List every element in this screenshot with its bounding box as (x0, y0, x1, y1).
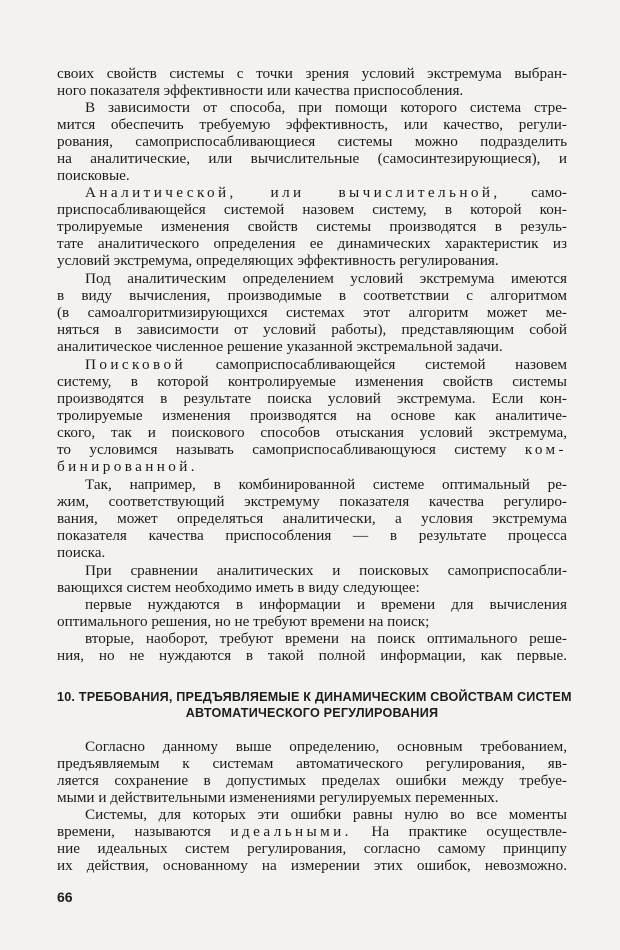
spaced-term: бинированной. (57, 458, 198, 475)
text-line: ского, так и поискового способов отыскания условий экстремума, (57, 424, 567, 441)
text-line: поисковые. (57, 167, 130, 184)
text-line: их действия, основанному на измерении этих ошибок, невозможно. (57, 857, 567, 874)
text-line: производятся в результате поиска условий экстремума. Если кон- (57, 390, 567, 407)
text-line: аналитическое численное решение указанной экстремальной задачи. (57, 338, 503, 355)
text-fragment: времени, называются (57, 823, 211, 840)
text-line: мыми и действительными изменениями регулируемых переменных. (57, 789, 499, 806)
text-line: Системы, для которых эти ошибки равны нулю во все моменты (85, 806, 567, 823)
text-line: вающихся систем необходимо иметь в виду следующее: (57, 579, 420, 596)
text-line: Так, например, в комбинированной системе оптимальный ре- (85, 476, 567, 493)
text-line: ния, но не нуждаются в такой полной информации, как первые. (57, 647, 567, 664)
section-heading: АВТОМАТИЧЕСКОГО РЕГУЛИРОВАНИЯ (185, 706, 439, 720)
text-line: Согласно данному выше определению, основным требованием, (85, 738, 567, 755)
text-fragment: На практике осуществле- (371, 823, 567, 840)
text-fragment: то условимся называть самоприспосабливающуюся систему (57, 441, 507, 458)
text-line: условий экстремума, определяющих эффективность регулирования. (57, 252, 499, 269)
text-line: приспосабливающейся системой назовем систему, в которой кон- (57, 201, 567, 218)
text-line: жим, соответствующий экстремуму показателя качества регулиро- (57, 493, 567, 510)
text-line: Под аналитическим определением условий экстремума имеются (85, 270, 567, 287)
text-line: показателя качества приспособления — в результате процесса (57, 527, 567, 544)
text-line (57, 442, 567, 458)
text-line: няться в зависимости от условий работы), представляющим собой (57, 321, 567, 338)
text-line: рования, самоприспосабливающиеся системы можно подразделить (57, 133, 567, 150)
spaced-term: идеальными. (230, 823, 352, 840)
text-line: тролируемые изменения свойств системы производятся в резуль- (57, 218, 567, 235)
spaced-term: ком- (524, 441, 567, 458)
text-line: вторые, наоборот, требуют времени на поиск оптимального реше- (85, 630, 567, 647)
text-line (85, 185, 567, 201)
text-line: ляется сохранение в допустимых пределах ошибки между требуе- (57, 772, 567, 789)
text-fragment: само- (531, 184, 567, 201)
text-line: вания, может определяться аналитически, а условия экстремума (57, 510, 567, 527)
spaced-term: Поисковой (85, 356, 187, 373)
text-line: оптимального решения, но не требуют времени на поиск; (57, 613, 430, 630)
text-fragment: самоприспосабливающейся системой назовем (215, 356, 567, 373)
text-line: первые нуждаются в информации и времени для вычисления (85, 596, 567, 613)
text-line: своих свойств системы с точки зрения условий экстремума выбран- (57, 65, 567, 82)
text-line: При сравнении аналитических и поисковых самоприспосабли- (85, 562, 567, 579)
text-line: В зависимости от способа, при помощи которого система стре- (85, 99, 567, 116)
text-line (57, 459, 567, 475)
text-line: поиска. (57, 544, 106, 561)
text-line: предъявляемым к системам автоматического регулирования, яв- (57, 755, 567, 772)
spaced-term: Аналитической, или вычислительной, (85, 184, 501, 201)
text-line: систему, в которой контролируемые изменения свойств системы (57, 373, 567, 390)
text-line: в виду вычисления, производимые в соответствии с алгоритмом (57, 287, 567, 304)
page-number: 66 (57, 889, 73, 905)
text-line: мится обеспечить требуемую эффективность, или качество, регули- (57, 116, 567, 133)
text-line: (в самоалгоритмизирующихся системах этот алгоритм может ме- (57, 304, 567, 321)
text-line: на аналитические, или вычислительные (самосинтезирующиеся), и (57, 150, 567, 167)
text-line: ного показателя эффективности или качества приспособления. (57, 82, 464, 99)
text-line (57, 824, 567, 840)
text-line: ние идеальных систем регулирования, согласно самому принципу (57, 840, 567, 857)
text-line: тате аналитического определения ее динамических характеристик из (57, 235, 567, 252)
text-line (85, 357, 567, 373)
section-heading: 10. ТРЕБОВАНИЯ, ПРЕДЪЯВЛЯЕМЫЕ К ДИНАМИЧЕСКИМ СВОЙСТВАМ СИСТЕМ (57, 690, 572, 704)
text-line: тролируемые изменения производятся на основе как аналитиче- (57, 407, 567, 424)
